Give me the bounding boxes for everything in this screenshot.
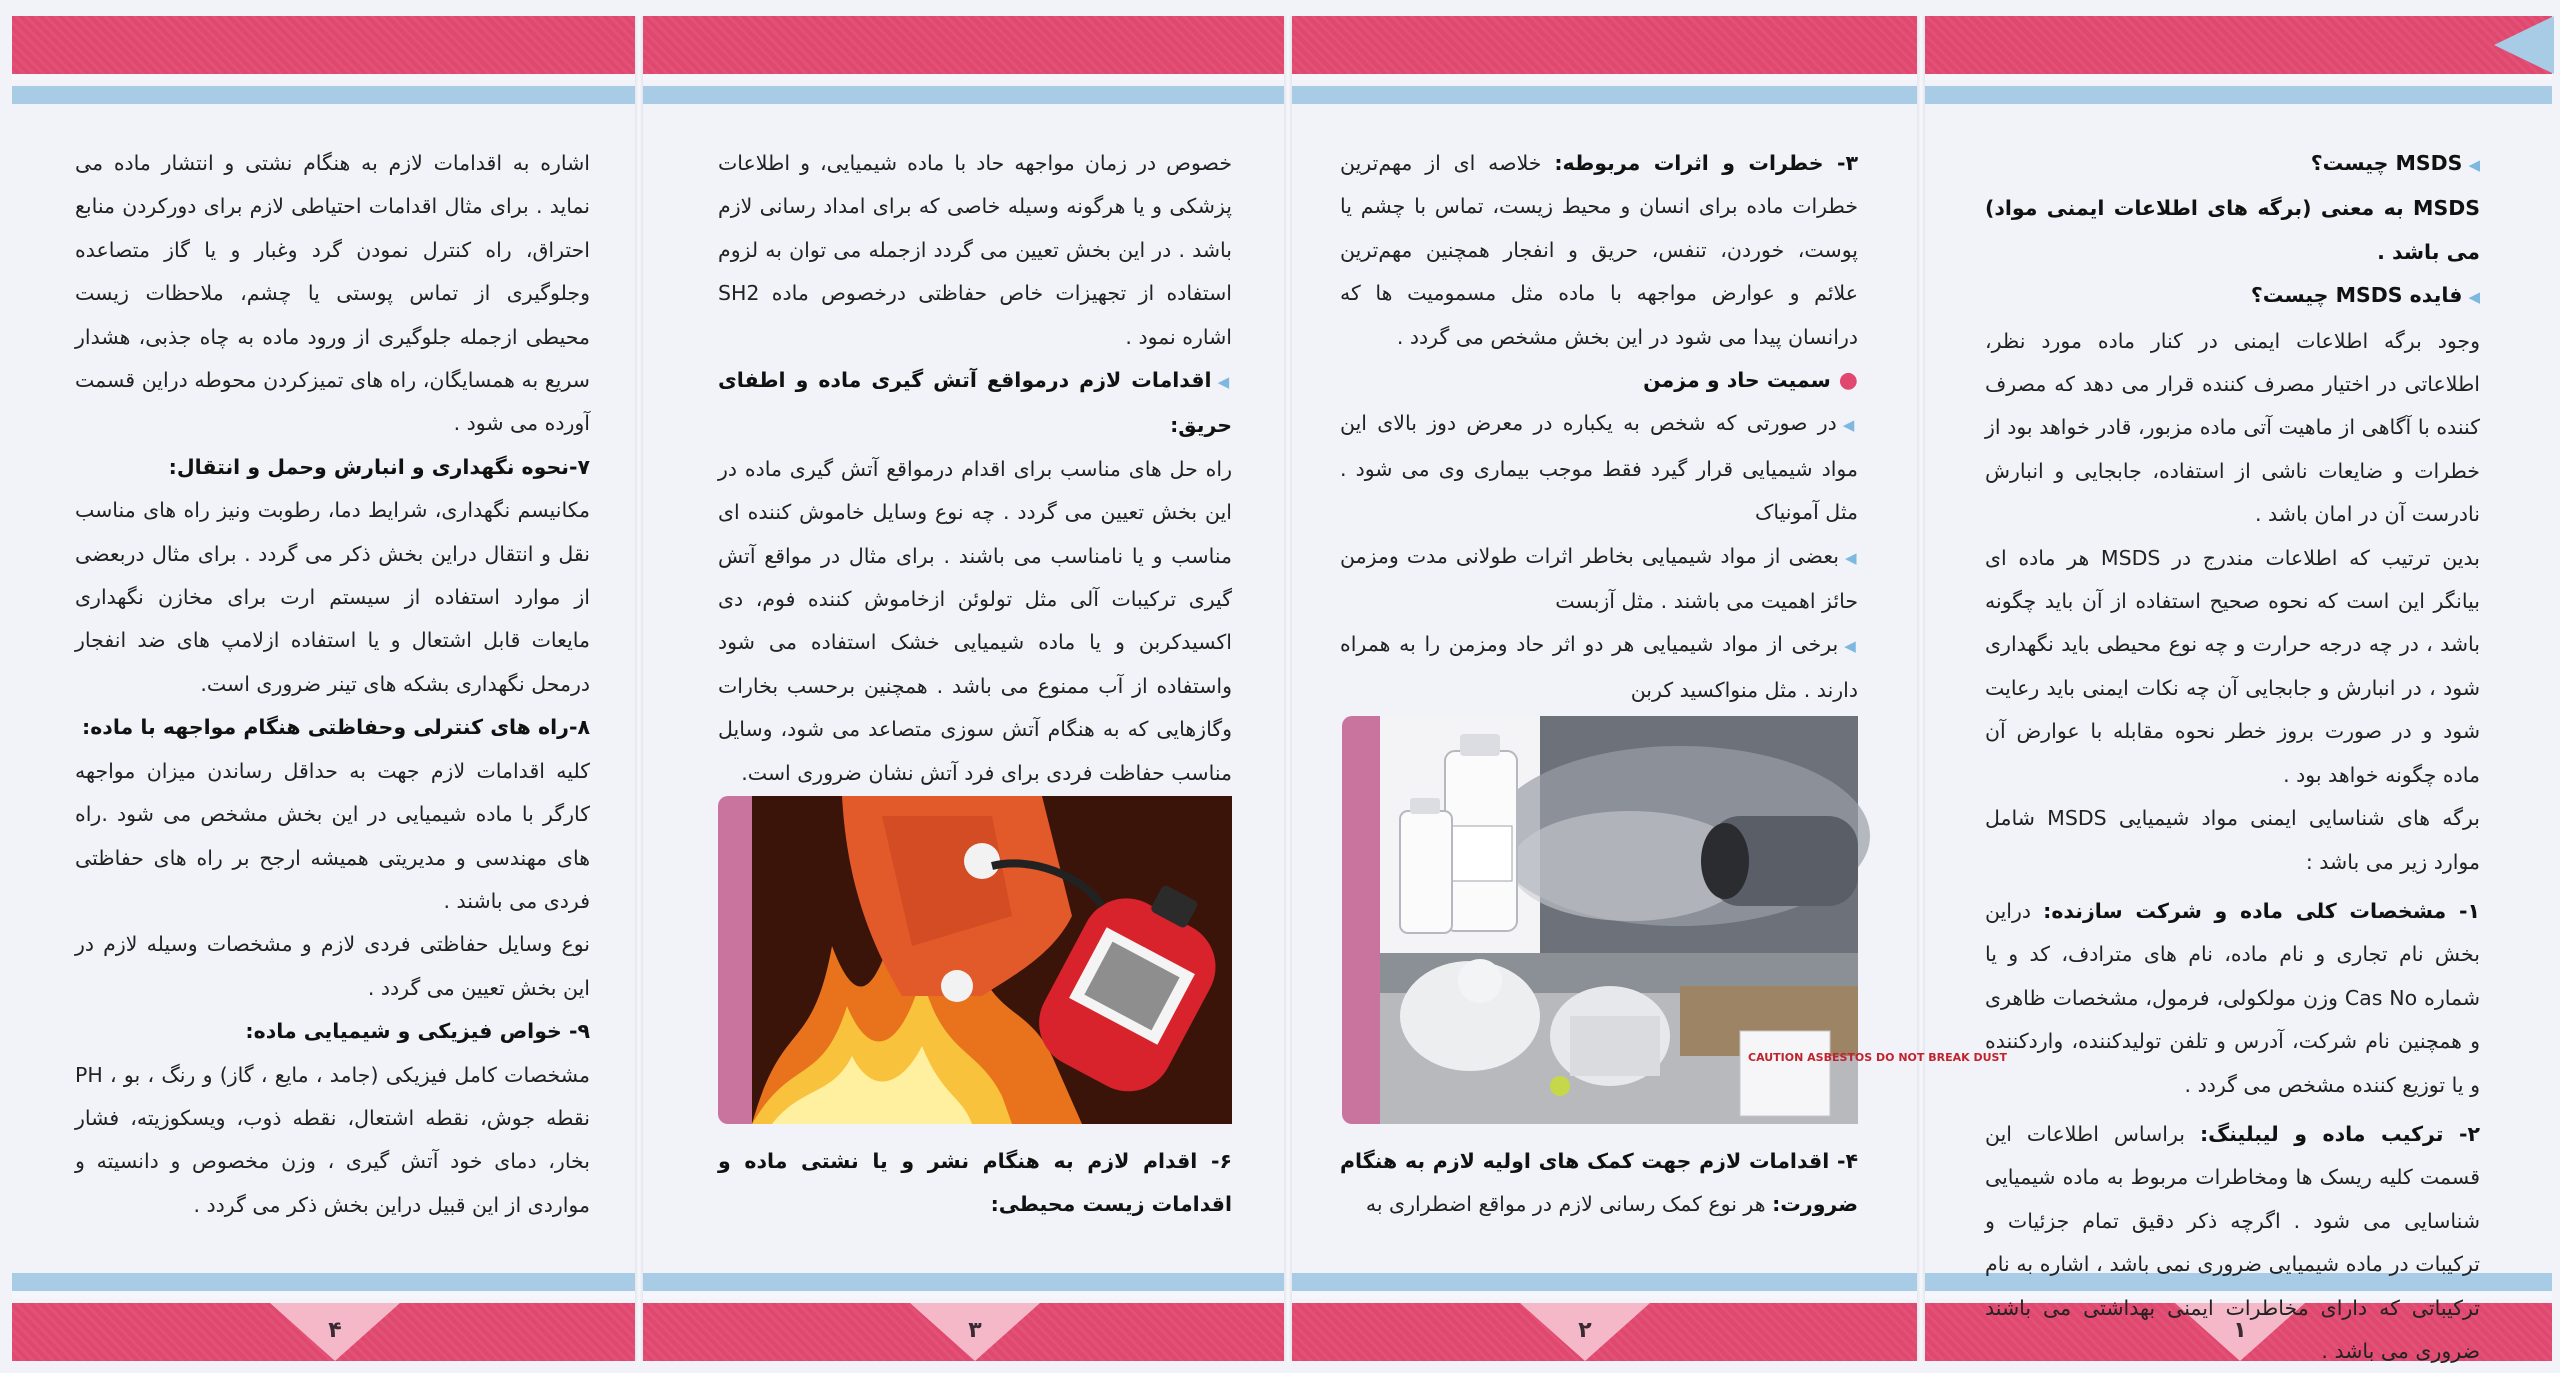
section-2-text: براساس اطلاعات این قسمت کلیه ریسک ها ومخاطرات مربوط به ماده شیمیایی شناسایی می شود . اگرچه ذکر دقیق تمام جزئیات و ترکیبات در ماده شیمیایی ضروری نمی باشد ، اشاره به نام ترکیباتی که دارای مخاطرات ایمنی بهداشتی می باشند ضروری می باشد . (1985, 1121, 2480, 1363)
panel-2 (1340, 142, 1858, 712)
page-number-3: ۳ (968, 1318, 982, 1343)
section-1 (1985, 890, 2480, 1107)
section-8-text-ppe: نوع وسایل حفاظتی فردی لازم و مشخصات وسیله لازم در این بخش تعیین می گردد . (75, 932, 590, 1000)
heading-section-3: ۳- خطرات و اثرات مربوطه: (1554, 151, 1858, 175)
top-white-stripe (12, 74, 2552, 80)
section-7-text: مکانیسم نگهداری، شرایط دما، رطوبت ونیز راه های مناسب نقل و انتقال دراین بخش ذکر می گردد . برای مثال دربعضی از موارد استفاده از سیستم ارت برای مخازن نگهداری مایعات قابل اشتعال و یا استفاده ازلامپ های ضد انفجار درمحل نگهداری بشکه های تینر ضروری است. (75, 498, 590, 696)
heading-section-9: ۹- خواص فیزیکی و شیمیایی ماده: (245, 1019, 590, 1044)
heading-section-4: ۴- اقدامات لازم جهت کمک های اولیه لازم به هنگام ضرورت: (1340, 1149, 1858, 1217)
top-blue-stripe (12, 86, 2552, 104)
page-number-4: ۴ (328, 1318, 342, 1343)
bullet-chronic: ◀ بعضی از مواد شیمیایی بخاطر اثرات طولانی مدت ومزمن حائز اهمیت می باشند . مثل آزبست (1340, 535, 1858, 624)
heading-section-7: ۷-نحوه نگهداری و انبارش وحمل و انتقال: (168, 454, 590, 479)
paragraph-benefit: وجود برگه اطلاعات ایمنی در کنار ماده مورد نظر، اطلاعاتی در اختیار مصرف کننده قرار می دهد که مصرف کننده با آگاهی از ماهیت آتی ماده مزبور، قادر خواهد بود از خطرات و ضایعات ناشی از استفاده، جابجایی و انبارش نادرست آن در امان باشد . (1985, 328, 2480, 527)
heading-section-1: ۱- مشخصات کلی ماده و شرکت سازنده: (2043, 898, 2480, 923)
fire-extinguisher-illustration (752, 796, 1232, 1124)
bullet-acute: ◀ در صورتی که شخص به یکباره در معرض دوز بالای این مواد شیمیایی قرار گیرد فقط موجب بیماری وی می شود . مثل آمونیاک (1340, 402, 1858, 534)
heading-section-8: ۸-راه های کنترلی وحفاظتی هنگام مواجهه با ماده: (82, 715, 590, 740)
section-3-text: خلاصه ای از مهم‌ترین خطرات ماده برای انسان و محیط زیست، تماس با چشم یا پوست، خوردن، تنفس، حریق و انفجار همچنین مهم‌ترین علائم و عوارض مواجهه با ماده مثل مسمومیت ها که درانسان پیدا می شود در این بخش مشخص می گردد . (1340, 151, 1858, 349)
section-6-text: اشاره به اقدامات لازم به هنگام نشتی و انتشار ماده می نماید . برای مثال اقدامات احتیاطی لازم برای دورکردن منابع احتراق، راه کنترل نمودن گرد وغبار و یا گاز متصاعده وجلوگیری از تماس پوستی یا چشم، ملاحظات زیست محیطی ازجمله جلوگیری از ورود ماده به چاه جذبی، هشدار سریع به همسایگان، راه های تمیزکردن محوطه دراین قسمت آورده می شود . (75, 151, 590, 436)
panel-3-bottom (718, 1140, 1232, 1227)
chemical-hazard-photos (1380, 716, 2007, 1124)
page-number-2: ۲ (1578, 1318, 1592, 1343)
chemical-photos-illustration (1380, 716, 2007, 1124)
page-number-1: ۱ (2233, 1318, 2247, 1343)
section-1-text: دراین بخش نام تجاری و نام ماده، نام های مترادف، کد و یا شماره Cas No وزن مولکولی، فرمول، مشخصات ظاهری و همچنین نام شرکت، آدرس و تلفن تولیدکننده، واردکننده و یا توزیع کننده مشخص می گردد . (1985, 898, 2480, 1097)
heading-msds-benefit: ◀ فایده MSDS چیست؟ (1985, 274, 2480, 319)
panel-3 (718, 142, 1232, 795)
top-pink-band (12, 16, 2552, 74)
asbestos-sign-text: CAUTION ASBESTOS DO NOT BREAK DUST (1748, 1051, 2007, 1064)
bullet-both: ◀ برخی از مواد شیمیایی هر دو اثر حاد ومزمن را به همراه دارند . مثل منواکسید کربن (1340, 623, 1858, 712)
section-5-text: راه حل های مناسب برای اقدام درمواقع آتش گیری ماده در این بخش تعیین می گردد . چه نوع وسایل خاموش کننده ای مناسب و یا نامناسب می باشند . برای مثال در مواقع آتش گیری ترکیبات آلی مثل تولوئن ازخاموش کننده فوم، دی اکسیدکربن و یا ماده شیمیایی خشک استفاده می شود واستفاده از آب ممنوع می باشد . همچنین برحسب بخارات وگازهایی که به هنگام آتش سوزی متصاعد می شود، وسایل مناسب حفاظت فردی برای فرد آتش نشان ضروری است. (718, 456, 1232, 785)
fire-extinguisher-photo (752, 796, 1232, 1124)
corner-arrow-icon (2494, 16, 2554, 74)
msds-definition: MSDS به معنی (برگه های اطلاعات ایمنی مواد) می باشد . (1985, 196, 2480, 264)
fold-line (635, 16, 643, 1361)
heading-section-6: ۶- اقدام لازم به هنگام نشر و یا نشتی ماده و اقدامات زیست محیطی: (718, 1149, 1232, 1217)
fold-line (1917, 16, 1925, 1361)
fold-line (1284, 16, 1292, 1361)
section-4-text: هر نوع کمک رسانی لازم در مواقع اضطراری به (1365, 1192, 1766, 1217)
heading-section-2: ۲- ترکیب ماده و لیبلینگ: (2199, 1121, 2481, 1146)
section-8-text: کلیه اقدامات لازم جهت به حداقل رساندن میزان مواجهه کارگر با ماده شیمیایی در این بخش مشخص می شود .راه های مهندسی و مدیریتی همیشه ارجح بر راه های حفاظتی فردی می باشند . (75, 758, 590, 913)
section-9-text: مشخصات کامل فیزیکی (جامد ، مایع ، گاز) و رنگ ، بو ، PH نقطه جوش، نقطه اشتعال، نقطه ذوب، ویسکوزیته، فشار بخار، دمای خود آتش گیری ، وزن مخصوص و دانسیته و مواردی از این قبیل دراین بخش ذکر می گردد . (75, 1062, 590, 1217)
paragraph-details: بدین ترتیب که اطلاعات مندرج در MSDS هر ماده ای بیانگر این است که نحوه صحیح استفاده از آن باید چگونه باشد ، در چه درجه حرارت و چه نوع محیطی باید نگهداری شود ، در انبارش و جابجایی آن چه نکات ایمنی باید رعایت شود و در صورت بروز خطر نحوه مقابله با عوارض آن ماده چگونه خواهد بود . (1985, 545, 2480, 787)
heading-what-is-msds: ◀ MSDS چیست؟ (1985, 142, 2480, 187)
section-4 (1340, 1140, 1858, 1227)
heading-acute-chronic: ● سمیت حاد و مزمن (1340, 359, 1858, 402)
heading-section-5: ◀ اقدامات لازم درمواقع آتش گیری ماده و اطفای حریق: (718, 359, 1232, 448)
paragraph-includes: برگه های شناسایی ایمنی مواد شیمیایی MSDS شامل موارد زیر می باشد : (1985, 806, 2480, 874)
section-2 (1985, 1113, 2480, 1373)
section-3 (1340, 142, 1858, 359)
panel-4 (75, 142, 590, 1227)
panel-1 (1985, 142, 2480, 1373)
section-4-continued: خصوص در زمان مواجهه حاد با ماده شیمیایی، و اطلاعات پزشکی و یا هرگونه وسیله خاصی که برای امداد رسانی لازم باشد . در این بخش تعیین می گردد ازجمله می توان به لزوم استفاده از تجهیزات خاص حفاظتی درخصوص ماده SH2 اشاره نمود . (718, 151, 1232, 349)
panel-2-bottom (1340, 1140, 1858, 1227)
